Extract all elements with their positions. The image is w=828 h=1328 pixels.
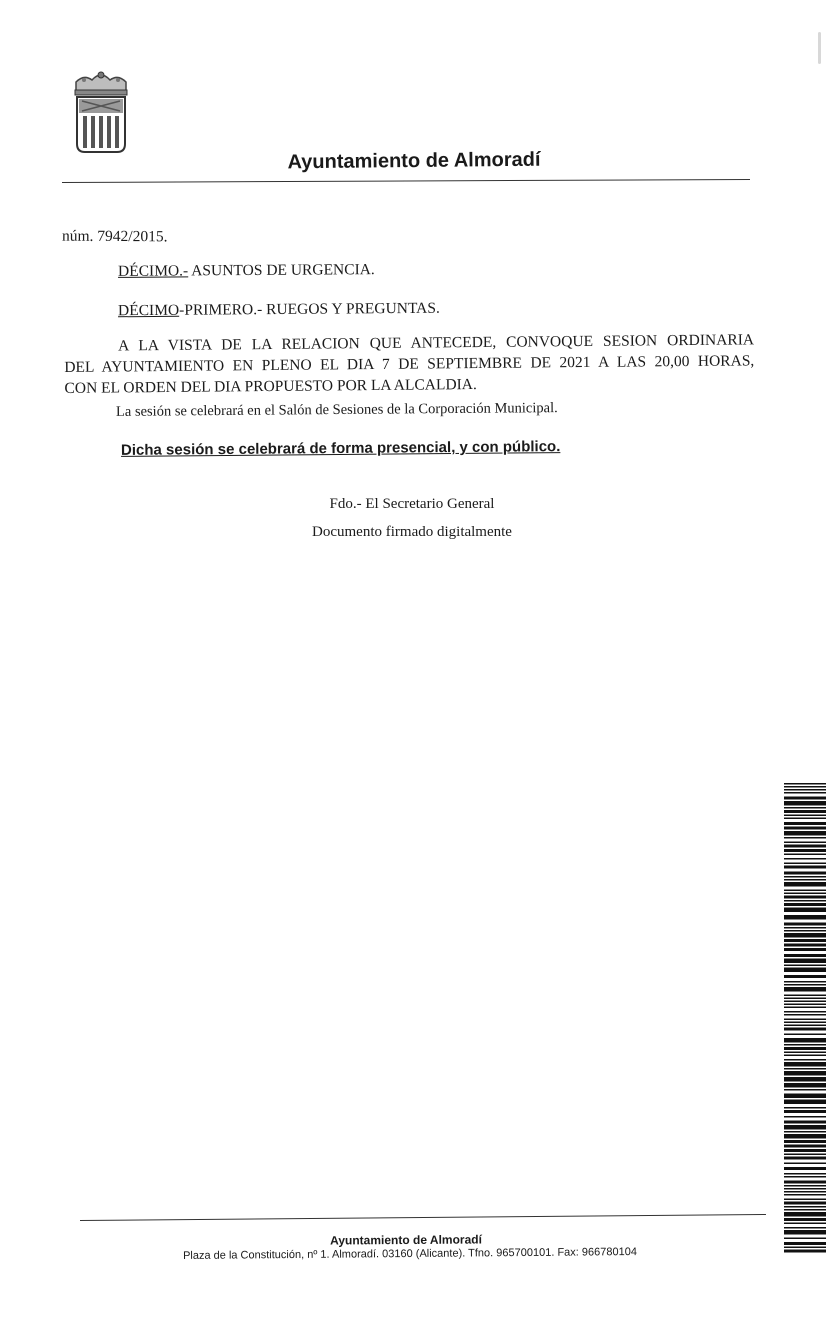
barcode-bar xyxy=(784,1167,826,1170)
barcode-bar xyxy=(784,1140,826,1143)
barcode-bar xyxy=(784,1019,826,1021)
barcode-bar xyxy=(784,786,826,788)
barcode-bar xyxy=(784,903,826,906)
barcode-bar xyxy=(784,1238,826,1240)
paragraph-line: CON EL ORDEN DEL DIA PROPUESTO POR LA ALCALDIA. xyxy=(64,376,477,397)
footer-divider xyxy=(80,1214,766,1221)
barcode-bar xyxy=(784,1028,826,1031)
barcode-bar xyxy=(784,1125,826,1130)
barcode-bar xyxy=(784,1001,826,1003)
barcode-bar xyxy=(784,789,826,791)
barcode-bar xyxy=(784,948,826,951)
agenda-item-questions xyxy=(118,300,440,321)
barcode-bar xyxy=(784,1149,826,1152)
barcode-bar xyxy=(784,908,826,913)
barcode-bar xyxy=(784,1121,826,1124)
barcode-bar xyxy=(784,1134,826,1139)
barcode-bar xyxy=(784,1223,826,1225)
barcode-bar xyxy=(784,810,826,813)
barcode-bar xyxy=(784,879,826,881)
barcode-bar xyxy=(784,831,826,836)
agenda-item-number: DÉCIMO xyxy=(117,301,180,320)
barcode-bar xyxy=(784,933,826,938)
barcode-bar xyxy=(784,807,826,809)
barcode-bar xyxy=(784,1173,826,1175)
header-divider xyxy=(62,179,750,183)
barcode-bar xyxy=(784,1094,826,1099)
barcode-bar xyxy=(784,837,826,839)
barcode-bar xyxy=(784,1157,826,1160)
barcode-bar xyxy=(784,944,826,947)
barcode-bar xyxy=(784,1176,826,1178)
document-reference: núm. 7942/2015. xyxy=(61,227,168,246)
barcode-bar xyxy=(784,995,826,997)
barcode-bar xyxy=(784,1044,826,1046)
barcode-bar xyxy=(784,900,826,902)
barcode-bar xyxy=(784,1007,826,1009)
barcode-bar xyxy=(784,1052,826,1054)
barcode-bar xyxy=(784,896,826,899)
barcode-bar xyxy=(784,893,826,895)
barcode-bar xyxy=(784,1107,826,1109)
barcode-bar xyxy=(784,827,826,830)
barcode-bar xyxy=(784,818,826,820)
paragraph-line: DEL AYUNTAMIENTO EN PLENO EL DIA 7 DE SEPTIEMBRE DE 2021 A LAS 20,00 HORAS, xyxy=(64,352,755,376)
barcode-bar xyxy=(784,1206,826,1208)
session-place: La sesión se celebrará en el Salón de Sesiones de la Corporación Municipal. xyxy=(115,400,558,420)
barcode-bar xyxy=(784,1218,826,1221)
barcode-bar xyxy=(784,1163,826,1165)
barcode-bar xyxy=(784,1188,826,1190)
barcode-bar xyxy=(784,1110,826,1113)
barcode-bar xyxy=(784,1247,826,1249)
barcode-bar xyxy=(784,872,826,875)
barcode-bar xyxy=(784,975,826,978)
barcode-bar xyxy=(784,984,826,986)
barcode-bar xyxy=(784,876,826,878)
barcode-bar xyxy=(784,1185,826,1187)
digital-signature-note: Documento firmado digitalmente xyxy=(312,524,512,540)
coat-of-arms-icon xyxy=(70,70,132,156)
barcode-bar xyxy=(784,1055,826,1057)
agenda-item-urgency xyxy=(118,261,375,281)
barcode-bar xyxy=(784,1202,826,1205)
barcode-bar xyxy=(784,797,826,800)
barcode-bar xyxy=(784,1145,826,1148)
barcode-bar xyxy=(784,998,826,1000)
footer-address: Plaza de la Constitución, nº 1. Almoradí. 03160 (Alicante). Tfno. 965700101. Fax: 966780104 xyxy=(183,1246,637,1262)
barcode-bar xyxy=(784,1034,826,1036)
agenda-item-text: ASUNTOS DE URGENCIA. xyxy=(188,261,375,280)
barcode-bar xyxy=(784,1011,826,1013)
barcode-bar xyxy=(784,968,826,973)
barcode-bar xyxy=(784,792,826,794)
barcode-bar xyxy=(784,1025,826,1027)
barcode-bar xyxy=(784,822,826,825)
barcode-bar xyxy=(784,1038,826,1043)
barcode-bar xyxy=(784,854,826,856)
barcode-bar xyxy=(784,923,826,926)
barcode-bar xyxy=(784,1209,826,1211)
barcode-bar xyxy=(784,1227,826,1229)
barcode-bar xyxy=(784,845,826,848)
barcode-bar xyxy=(784,801,826,806)
barcode-bar xyxy=(784,1131,826,1133)
barcode-bar xyxy=(784,1100,826,1105)
barcode-bar xyxy=(784,1014,826,1016)
barcode-bar xyxy=(784,1089,826,1091)
barcode-bar xyxy=(784,783,826,785)
header-title: Ayuntamiento de Almoradí xyxy=(287,148,541,174)
barcode-bar xyxy=(784,1004,826,1006)
agenda-item-number: DÉCIMO.- xyxy=(117,262,189,280)
barcode-bar xyxy=(784,1199,826,1201)
barcode-bar xyxy=(784,930,826,932)
barcode-bar xyxy=(784,927,826,929)
barcode-bar xyxy=(784,882,826,887)
barcode-bar xyxy=(784,1191,826,1193)
barcode-bar xyxy=(784,1230,826,1235)
barcode-bar xyxy=(784,849,826,852)
barcode-bar xyxy=(784,959,826,964)
barcode-icon xyxy=(784,783,826,1253)
barcode-bar xyxy=(784,1062,826,1067)
barcode-bar xyxy=(784,939,826,942)
barcode-bar xyxy=(784,1077,826,1082)
barcode-bar xyxy=(784,1071,826,1076)
signature-line: Fdo.- El Secretario General xyxy=(329,496,495,512)
barcode-bar xyxy=(784,981,826,983)
agenda-item-text: -PRIMERO.- RUEGOS Y PREGUNTAS. xyxy=(179,299,440,319)
barcode-bar xyxy=(784,1194,826,1196)
session-mode-notice: Dicha sesión se celebrará de forma presencial, y con público. xyxy=(120,438,561,459)
barcode-bar xyxy=(784,1068,826,1070)
barcode-bar xyxy=(784,1212,826,1217)
barcode-bar xyxy=(784,1242,826,1245)
barcode-bar xyxy=(784,1181,826,1184)
barcode-bar xyxy=(784,1154,826,1156)
barcode-bar xyxy=(784,1047,826,1050)
barcode-bar xyxy=(784,1250,826,1253)
barcode-bar xyxy=(784,987,826,992)
convocation-paragraph xyxy=(64,329,755,399)
barcode-bar xyxy=(784,858,826,860)
barcode-bar xyxy=(784,815,826,817)
barcode-bar xyxy=(784,1059,826,1061)
barcode-bar xyxy=(784,965,826,967)
barcode-bar xyxy=(784,915,826,920)
barcode-bar xyxy=(784,1083,826,1088)
barcode-bar xyxy=(784,863,826,865)
barcode-bar xyxy=(784,890,826,892)
footer-title: Ayuntamiento de Almoradí xyxy=(330,1232,482,1248)
paragraph-line: A LA VISTA DE LA RELACION QUE ANTECEDE, CONVOQUE SESION ORDINARIA xyxy=(118,331,755,355)
barcode-bar xyxy=(784,954,826,957)
scrollbar[interactable] xyxy=(818,32,821,64)
barcode-bar xyxy=(784,1116,826,1118)
barcode-bar xyxy=(784,866,826,869)
barcode-bar xyxy=(784,842,826,844)
barcode-bar xyxy=(784,1022,826,1024)
